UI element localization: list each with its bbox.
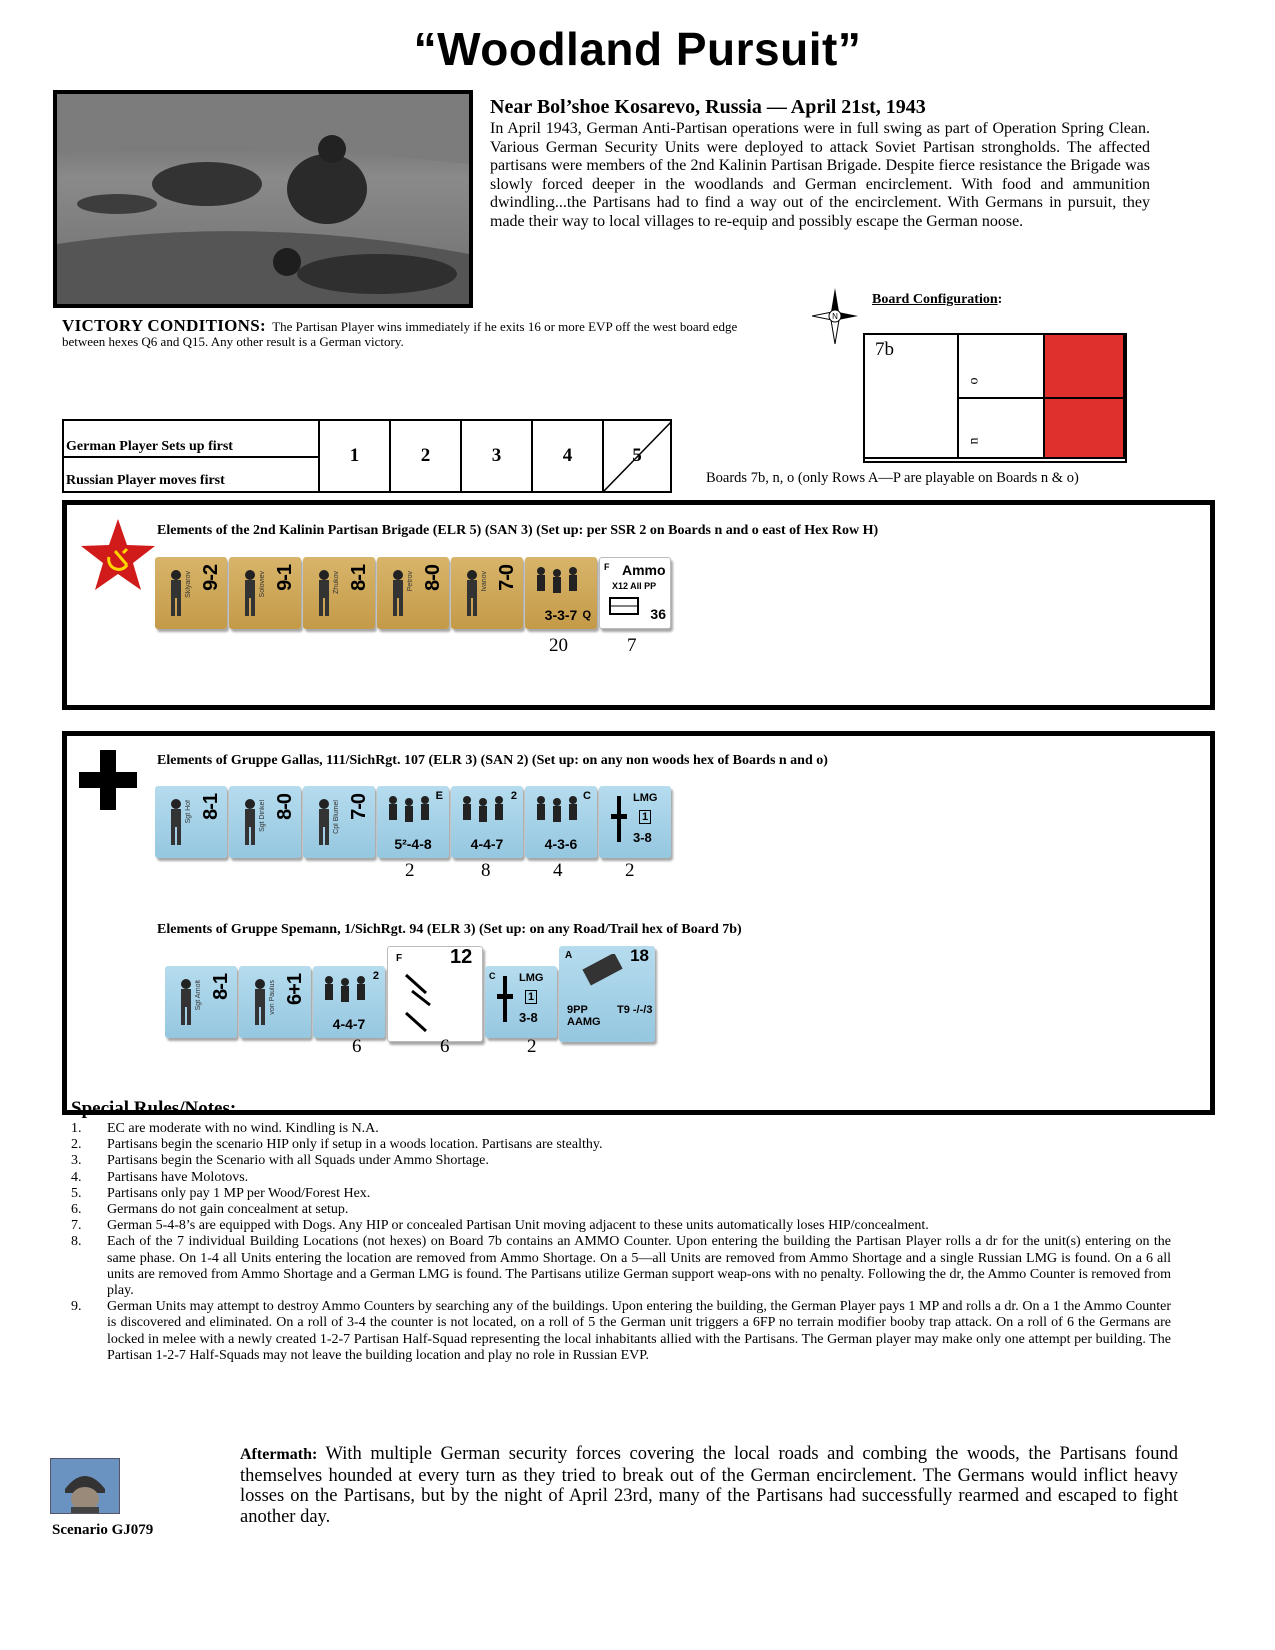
leader-counter: von Paulus 6+1 [239, 966, 311, 1038]
rule-item: 6. Germans do not gain concealment at setup. [71, 1202, 349, 1218]
aftermath-text: With multiple German security forces covering the local roads and combing the woods, the Partisans found themselves hounded at every turn as they tried to break out of the German encirclement. The Germans would inflict heavy losses on the Partisans, but by the night of April 23rd, many of the Partisans had successfully rearmed and escaped to fight another day. [240, 1444, 1178, 1527]
turn-3: 3 [460, 421, 531, 491]
lmg-counter: C LMG 1 3-8 [485, 966, 557, 1038]
machine-gun-icon [495, 976, 515, 1022]
squad-icon [531, 794, 587, 828]
lmg-counter: LMG 1 3-8 [599, 786, 671, 858]
boards-note: Boards 7b, n, o (only Rows A—P are playable on Boards n & o) [706, 470, 1079, 486]
german-forces-box [62, 731, 1215, 1115]
unused-board-area [1043, 397, 1125, 459]
leader-counter: Zhukov 8-1 [303, 557, 375, 629]
leader-rating: 8-0 [274, 794, 296, 820]
unused-board-area [1043, 333, 1125, 399]
gallas-heading: Elements of Gruppe Gallas, 111/SichRgt. 107 (ELR 3) (SAN 2) (Set up: on any non woods hex of Boards n and o) [157, 753, 828, 768]
partisan-forces-heading: Elements of the 2nd Kalinin Partisan Brigade (ELR 5) (SAN 3) (Set up: per SSR 2 on Boards n and o east of Hex Row H) [157, 523, 879, 538]
partisan-forces-box [62, 500, 1215, 710]
squad-counter: 4-3-6 C [525, 786, 597, 858]
rule-item: 9. German Units may attempt to destroy Ammo Counters by searching any of the buildings. Upon entering the building, the German Player pays 1 MP and rolls a dr. On a 1 the Ammo Counter is discovered and eliminated. On a roll of 3-4 the counter is not located, on a roll of 5 the German unit triggers a 6FP no terrain modifier booby trap attack. On a roll of 6 the Germans are locked in melee with a newly created 1-2-7 Partisan Half-Squad representing the local inhabitants allied with the Partisans. The German player may make only one attempt per building. The Partisan 1-2-7 Half-Squads may not leave the building location and play no role in Russian EVP. [71, 1299, 1171, 1363]
leader-rating: 8-1 [210, 974, 232, 1000]
board-o: o [957, 333, 1045, 399]
rule-item: 8. Each of the 7 individual Building Locations (not hexes) on Board 7b contains an AMMO Counter. Upon entering the building the Partisan Player rolls a dr for the unit(s) entering on the same phase. On 1-4 all Units entering the location are removed from Ammo Shortage. On a 5—all Units are removed from Ammo Shortage and a single Russian LMG is found. On a 6 all units are removed from Ammo Shortage and a German LMG is found. The Partisans utilize German support weap-ons with no penalty. Following the dr, the Ammo Counter is removed from play. [71, 1234, 1171, 1299]
squad-counter: 4-4-7 2 [451, 786, 523, 858]
leader-rating: 9-1 [274, 565, 296, 591]
lmg-quantity: 2 [527, 1036, 537, 1057]
board-7b: 7b [863, 333, 959, 459]
german-cross-icon [79, 750, 137, 810]
vehicle-counter: A 18 9PP AAMG T9 -/-/3 [559, 946, 655, 1042]
leader-rating: 9-2 [200, 565, 222, 591]
rule-item: 2. Partisans begin the scenario HIP only if setup in a woods location. Partisans are stealthy. [71, 1137, 603, 1153]
lmg-quantity: 2 [625, 860, 635, 881]
svg-text:N: N [832, 312, 838, 321]
squad-icon [319, 974, 375, 1008]
leader-rating: 8-1 [200, 794, 222, 820]
rule-item: 5. Partisans only pay 1 MP per Wood/Forest Hex. [71, 1185, 371, 1201]
squad-strength: 4-4-7 [470, 836, 504, 852]
setup-first: German Player Sets up first [66, 439, 233, 454]
squad-quantity: 2 [405, 860, 415, 881]
leader-rating: 7-0 [496, 565, 518, 591]
machine-gun-icon [609, 796, 629, 842]
leader-rating: 7-0 [348, 794, 370, 820]
turn-record-track [62, 419, 672, 493]
leader-rating: 8-0 [422, 565, 444, 591]
ammo-crate-icon [608, 594, 642, 618]
scenario-location-date: Near Bol’shoe Kosarevo, Russia — April 21st, 1943 [490, 96, 926, 118]
squad-quantity: 6 [352, 1036, 362, 1057]
gallas-counters [155, 786, 673, 858]
squad-quantity: 8 [481, 860, 491, 881]
turn-record-sides [64, 421, 318, 491]
turn-5-half: 5 [602, 421, 670, 491]
dogs-quantity: 6 [440, 1036, 450, 1057]
squad-icon [383, 794, 439, 828]
aftermath [240, 1444, 1178, 1527]
turn-2: 2 [389, 421, 460, 491]
historical-photo [53, 90, 473, 308]
scenario-id: Scenario GJ079 [52, 1522, 154, 1538]
leader-rating: 6+1 [284, 974, 306, 1005]
squad-counter: 3-3-7 Q [525, 557, 597, 629]
squad-strength: 3-3-7 [544, 607, 578, 623]
dogs-icon [396, 967, 456, 1037]
compass-icon [812, 288, 858, 344]
spemann-counters [165, 946, 657, 1042]
board-n: n [957, 397, 1045, 459]
special-rules-heading: Special Rules/Notes: [71, 1098, 237, 1119]
ammo-counter: F Ammo X12 All PP 36 [599, 557, 671, 629]
squad-icon [457, 794, 513, 828]
moves-first: Russian Player moves first [66, 473, 225, 488]
leader-counter: Sgt Hof 8-1 [155, 786, 227, 858]
ammo-quantity: 7 [627, 635, 637, 656]
partisan-counters [155, 557, 673, 629]
leader-counter: Petrov 8-0 [377, 557, 449, 629]
soldier-portrait-logo [50, 1458, 120, 1514]
rule-item: 3. Partisans begin the Scenario with all Squads under Ammo Shortage. [71, 1153, 489, 1169]
leader-counter: Sgt Dinkel 8-0 [229, 786, 301, 858]
scenario-title: “Woodland Pursuit” [413, 23, 862, 75]
squad-quantity: 4 [553, 860, 563, 881]
board-configuration-diagram [863, 333, 1127, 463]
turn-1: 1 [318, 421, 389, 491]
leader-counter: Soloviev 9-1 [229, 557, 301, 629]
squad-icon [531, 565, 587, 599]
turn-4: 4 [531, 421, 602, 491]
board-configuration-label: Board Configuration: [872, 292, 1003, 307]
squad-counter: 4-4-7 2 [313, 966, 385, 1038]
squad-strength: 4-3-6 [544, 836, 578, 852]
dogs-counter: F 12 [387, 946, 483, 1042]
special-rules-list [71, 1121, 1171, 1364]
squad-counter: 5²-4-8 E [377, 786, 449, 858]
squad-strength: 4-4-7 [332, 1016, 366, 1032]
leader-counter: Sgt Arnolt 8-1 [165, 966, 237, 1038]
aftermath-label: Aftermath: [240, 1446, 318, 1463]
soviet-star-icon [79, 517, 157, 593]
victory-conditions: VICTORY CONDITIONS: The Partisan Player wins immediately if he exits 16 or more EVP off the west board edge between hexes Q6 and Q15. Any other result is a German victory. [62, 316, 738, 349]
squad-quantity: 20 [549, 635, 568, 656]
rule-item: 1. EC are moderate with no wind. Kindling is N.A. [71, 1121, 379, 1136]
leader-rating: 8-1 [348, 565, 370, 591]
leader-counter: Ivanov 7-0 [451, 557, 523, 629]
vehicle-icon [581, 954, 627, 988]
historical-introduction: In April 1943, German Anti-Partisan operations were in full swing as part of Operation Spring Clean. Various German Security Units were deployed to attack Soviet Partisan strongholds. The affected partisans were members of the 2nd Kalinin Partisan Brigade. Despite fierce resistance the Brigade was slowly forced deeper in the woodlands and German encirclement. With food and ammunition dwindling...the Partisans had to find a way out of the encirclement. With Germans in pursuit, they made their way to local villages to re-equip and possibly escape the German noose. [490, 120, 1150, 230]
victory-label: VICTORY CONDITIONS [62, 316, 260, 335]
spemann-heading: Elements of Gruppe Spemann, 1/SichRgt. 94 (ELR 3) (Set up: on any Road/Trail hex of Board 7b) [157, 922, 742, 937]
leader-counter: Cpl Blumel 7-0 [303, 786, 375, 858]
victory-text: The Partisan Player wins immediately if he exits 16 or more EVP off the west board edge between hexes Q6 and Q15. Any other result is a German victory. [62, 319, 738, 349]
leader-counter: Sklyarov 9-2 [155, 557, 227, 629]
rule-item: 4. Partisans have Molotovs. [71, 1169, 249, 1185]
squad-strength: 5²-4-8 [394, 836, 432, 852]
rule-item: 7. German 5-4-8’s are equipped with Dogs. Any HIP or concealed Partisan Unit moving adjacent to these units automatically loses HIP/concealment. [71, 1218, 929, 1234]
